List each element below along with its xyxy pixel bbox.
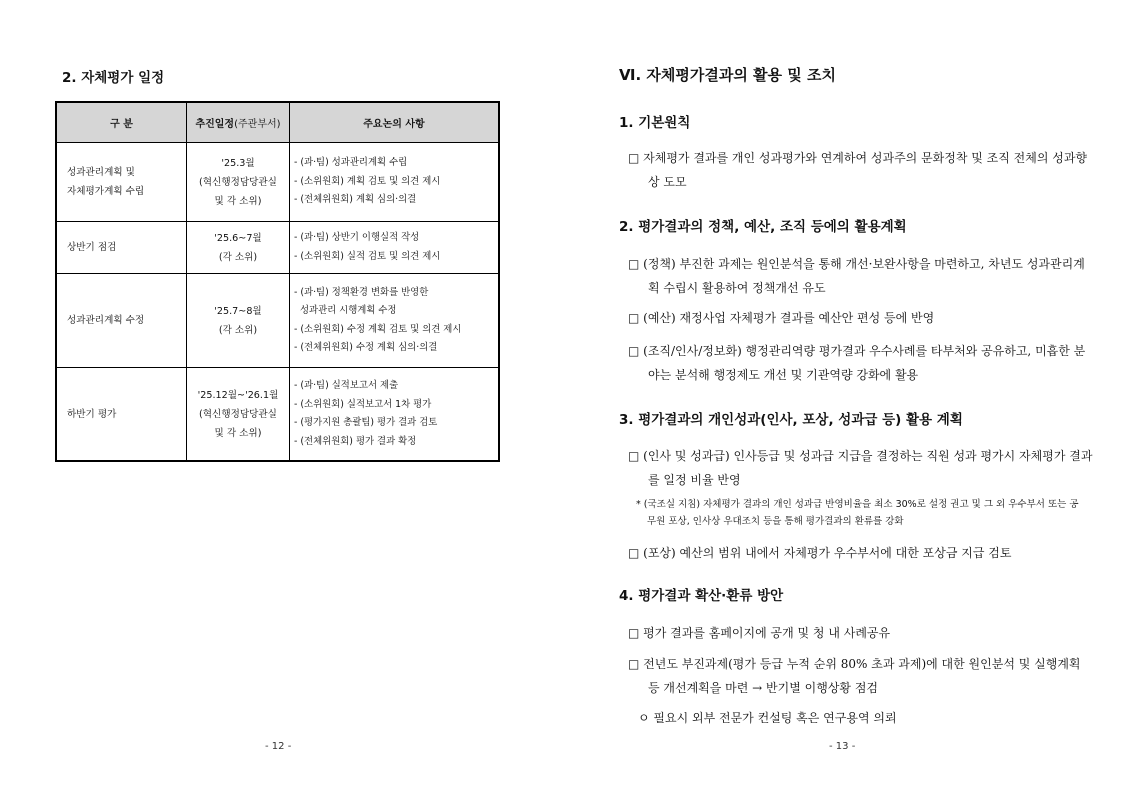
table-row xyxy=(56,143,499,222)
schedule-table xyxy=(55,101,500,462)
list-item: □ (포상) 예산의 범위 내에서 자체평가 우수부서에 대한 포상금 지급 검토 xyxy=(628,546,1012,560)
header-discussion: 주요논의 사항 xyxy=(290,102,500,143)
table-row xyxy=(56,274,499,368)
list-item: □ 전년도 부진과제(평가 등급 누적 순위 80% 초과 과제)에 대한 원인분석 및 실행계획 등 개선계획을 마련 → 반기별 이행상황 점검 xyxy=(628,657,1081,695)
row-discussion: - (과·팀) 상반기 이행실적 작성 - (소위원회) 실적 검토 및 의견 제시 xyxy=(290,222,500,274)
table-header-row xyxy=(56,102,499,143)
table-row xyxy=(56,222,499,274)
section-heading-dissemination: 4. 평가결과 확산·환류 방안 xyxy=(619,588,784,604)
list-item: □ (조직/인사/정보화) 행정관리역량 평가결과 우수사례를 타부처와 공유하고, 미흡한 분야는 분석해 행정제도 개선 및 기관역량 강화에 활용 xyxy=(628,344,1086,382)
section-heading-utilization: 2. 평가결과의 정책, 예산, 조직 등에의 활용계획 xyxy=(619,219,907,235)
header-schedule: 추진일정(주관부서) xyxy=(187,102,290,143)
row-discussion: - (과·팀) 실적보고서 제출 - (소위원회) 실적보고서 1차 평가 - (평가지원 총괄팀) 평가 결과 검토 - (전체위원회) 평가 결과 확정 xyxy=(290,368,500,462)
section-heading-principles: 1. 기본원칙 xyxy=(619,115,691,131)
sub-list-item: ㅇ 필요시 외부 전문가 컨설팅 혹은 연구용역 의뢰 xyxy=(638,711,897,725)
row-discussion: - (과·팀) 정책환경 변화를 반영한 성과관리 시행계획 수정 - (소위원회) 수정 계획 검토 및 의견 제시 - (전체위원회) 수정 계획 심의·의결 xyxy=(290,274,500,368)
row-category: 성과관리계획 및 자체평가계획 수립 xyxy=(56,143,187,222)
list-item: □ 자체평가 결과를 개인 성과평가와 연계하여 성과주의 문화정착 및 조직 전체의 성과향상 도모 xyxy=(628,151,1088,189)
list-item: □ (인사 및 성과급) 인사등급 및 성과급 지급을 결정하는 직원 성과 평가시 자체평가 결과를 일정 비율 반영 xyxy=(628,449,1093,487)
row-schedule: '25.6~7월 (각 소위) xyxy=(187,222,290,274)
page-number: - 13 - xyxy=(829,741,856,752)
header-category: 구 분 xyxy=(56,102,187,143)
row-category: 성과관리계획 수정 xyxy=(56,274,187,368)
list-item: □ (정책) 부진한 과제는 원인분석을 통해 개선·보완사항을 마련하고, 차년도 성과관리계획 수립시 활용하여 정책개선 유도 xyxy=(628,257,1085,295)
row-schedule: '25.7~8월 (각 소위) xyxy=(187,274,290,368)
table-row xyxy=(56,368,499,462)
row-category: 상반기 점검 xyxy=(56,222,187,274)
left-page xyxy=(0,0,560,793)
section-heading-schedule: 2. 자체평가 일정 xyxy=(62,70,165,86)
row-schedule: '25.3월 (혁신행정담당관실 및 각 소위) xyxy=(187,143,290,222)
page-number: - 12 - xyxy=(265,741,292,752)
row-category: 하반기 평가 xyxy=(56,368,187,462)
footnote: * (국조실 지침) 자체평가 결과의 개인 성과급 반영비율을 최소 30%로 설정 권고 및 그 외 우수부서 또는 공무원 포상, 인사상 우대조치 등을 통해 평가결과의 환류를 강화 xyxy=(636,499,1079,527)
section-heading-personal-performance: 3. 평가결과의 개인성과(인사, 포상, 성과급 등) 활용 계획 xyxy=(619,412,963,428)
list-item: □ (예산) 재정사업 자체평가 결과를 예산안 편성 등에 반영 xyxy=(628,311,935,325)
right-page xyxy=(560,0,1121,793)
list-item: □ 평가 결과를 홈페이지에 공개 및 청 내 사례공유 xyxy=(628,626,891,640)
chapter-title: Ⅵ. 자체평가결과의 활용 및 조치 xyxy=(619,66,836,84)
row-schedule: '25.12월~'26.1월 (혁신행정담당관실 및 각 소위) xyxy=(187,368,290,462)
row-discussion: - (과·팀) 성과관리계획 수립 - (소위원회) 계획 검토 및 의견 제시 - (전체위원회) 계획 심의·의결 xyxy=(290,143,500,222)
